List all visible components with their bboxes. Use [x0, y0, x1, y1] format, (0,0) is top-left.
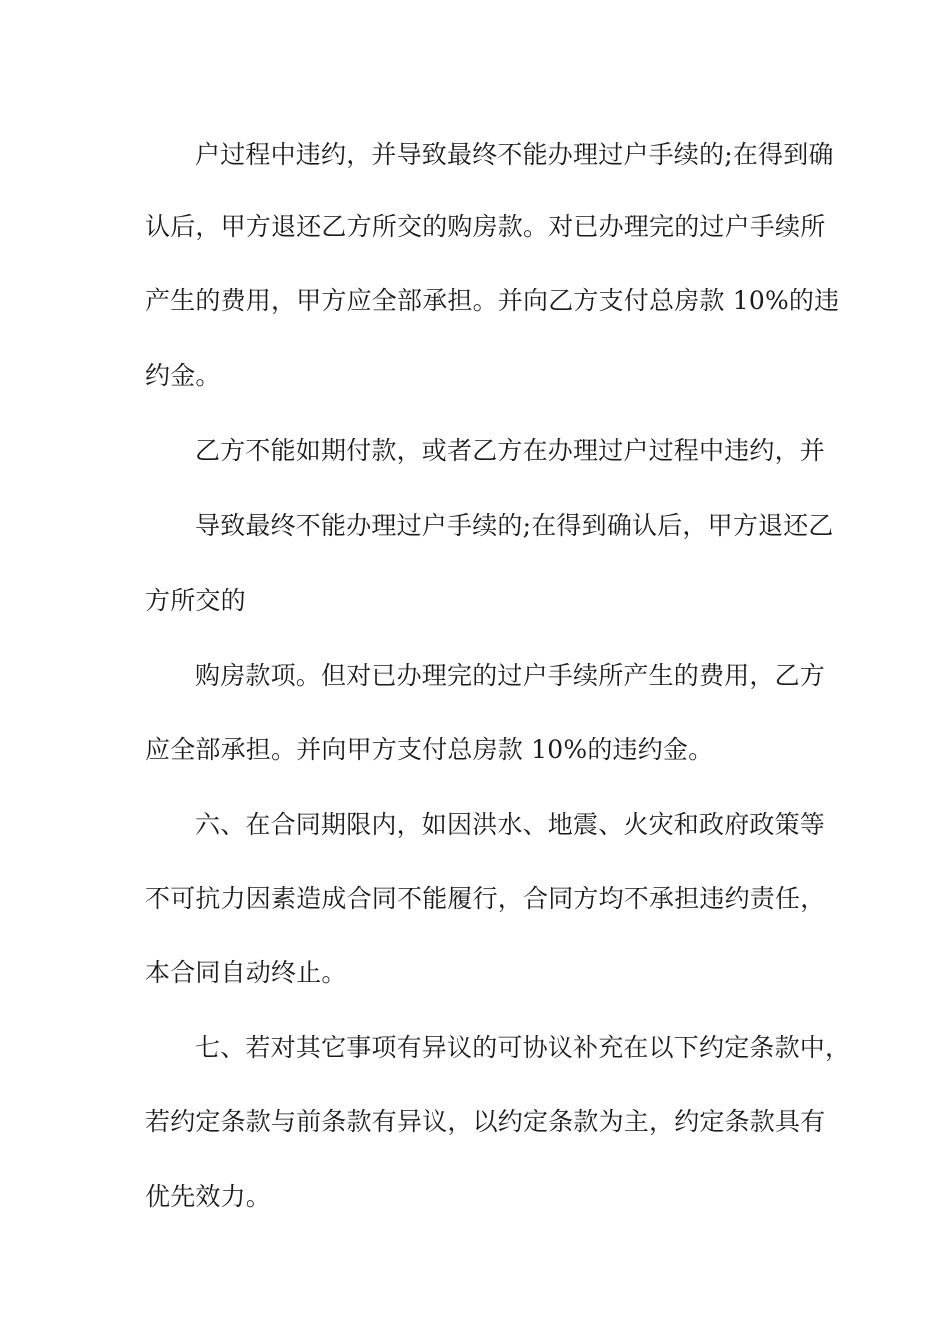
text-line: 乙方不能如期付款，或者乙方在办理过户过程中违约，并: [195, 436, 826, 465]
text-line: 方所交的: [145, 586, 246, 615]
text-line: 认后，甲方退还乙方所交的购房款。对已办理完的过户手续所: [145, 212, 826, 241]
text-line: 应全部承担。并向甲方支付总房款 10%的违约金。: [145, 735, 714, 764]
text-line: 导致最终不能办理过户手续的;在得到确认后，甲方退还乙: [195, 511, 834, 540]
text-line: 产生的费用，甲方应全部承担。并向乙方支付总房款 10%的违: [145, 286, 840, 315]
text-line: 七、若对其它事项有异议的可协议补充在以下约定条款中，: [195, 1033, 851, 1062]
text-line: 六、在合同期限内，如因洪水、地震、火灾和政府政策等: [195, 810, 826, 839]
text-line: 购房款项。但对已办理完的过户手续所产生的费用，乙方: [195, 661, 826, 690]
text-line: 不可抗力因素造成合同不能履行，合同方均不承担违约责任，: [145, 884, 826, 913]
text-line: 若约定条款与前条款有异议，以约定条款为主，约定条款具有: [145, 1107, 826, 1136]
text-line: 优先效力。: [145, 1182, 272, 1211]
text-line: 本合同自动终止。: [145, 958, 347, 987]
text-line: 户过程中违约，并导致最终不能办理过户手续的;在得到确: [195, 140, 834, 169]
text-line: 约金。: [145, 361, 221, 390]
